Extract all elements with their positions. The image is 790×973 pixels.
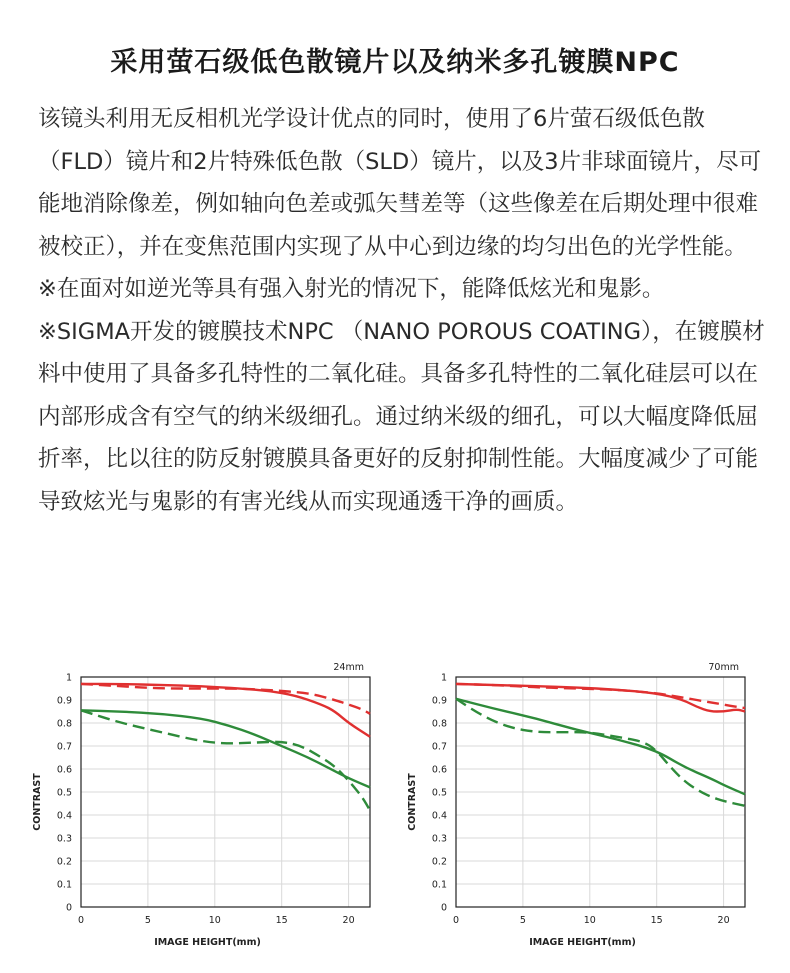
x-axis-label: IMAGE HEIGHT(mm) bbox=[529, 937, 636, 948]
y-tick-label: 0.8 bbox=[431, 718, 447, 730]
y-tick-label: 0.6 bbox=[56, 764, 72, 776]
y-tick-label: 0.4 bbox=[56, 810, 72, 822]
x-tick-label: 15 bbox=[275, 915, 288, 926]
series-red-solid bbox=[81, 684, 370, 737]
y-tick-label: 1 bbox=[440, 672, 447, 684]
mtf-chart-24mm bbox=[20, 650, 390, 960]
y-tick-label: 0.7 bbox=[56, 741, 72, 753]
x-tick-label: 10 bbox=[208, 915, 221, 926]
page-title: 采用萤石级低色散镜片以及纳米多孔镀膜NPC bbox=[110, 47, 680, 78]
paragraph-npc-note: ※SIGMA开发的镀膜技术NPC （NANO POROUS COATING），在镀膜材料中使用了具备多孔特性的二氧化硅。具备多孔特性的二氧化硅层可以在内部形成含有空气的纳米级细孔。通过纳米级的细孔，可以大幅度降低屈折率，比以往的防反射镀膜具备更好的反射抑制性能。大幅度减少了可能导致炫光与鬼影的有害光线从而实现通透干净的画质。 bbox=[38, 318, 765, 515]
y-tick-label: 1 bbox=[65, 672, 72, 684]
y-tick-label: 0 bbox=[440, 902, 447, 914]
y-tick-label: 0.1 bbox=[431, 879, 447, 891]
x-tick-label: 20 bbox=[342, 915, 355, 926]
series-green-dashed bbox=[456, 699, 745, 806]
series-green-solid bbox=[81, 710, 370, 787]
y-axis-label: CONTRAST bbox=[32, 773, 43, 831]
y-tick-label: 0.8 bbox=[56, 718, 72, 730]
x-tick-label: 5 bbox=[144, 915, 151, 926]
paragraph-flare-note: ※在面对如逆光等具有强入射光的情况下，能降低炫光和鬼影。 bbox=[38, 276, 665, 302]
series-green-solid bbox=[456, 699, 745, 795]
mtf-charts bbox=[0, 650, 790, 960]
chart-title: 70mm bbox=[708, 662, 739, 673]
paragraph-lens-intro: 该镜头利用无反相机光学设计优点的同时，使用了6片萤石级低色散（FLD）镜片和2片特殊低色散（SLD）镜片，以及3片非球面镜片，尽可能地消除像差，例如轴向色差或弧矢彗差等（这些像差在后期处理中很难被校正），并在变焦范围内实现了从中心到边缘的均匀出色的光学性能。 bbox=[38, 106, 762, 260]
y-axis-label: CONTRAST bbox=[407, 773, 418, 831]
x-axis-label: IMAGE HEIGHT(mm) bbox=[154, 937, 261, 948]
y-tick-label: 0.4 bbox=[431, 810, 447, 822]
mtf-chart-70mm bbox=[395, 650, 765, 960]
y-tick-label: 0.3 bbox=[56, 833, 72, 845]
x-tick-label: 0 bbox=[452, 915, 460, 926]
y-tick-label: 0.3 bbox=[431, 833, 447, 845]
x-tick-label: 15 bbox=[650, 915, 663, 926]
y-tick-label: 0.2 bbox=[431, 856, 447, 868]
y-tick-label: 0.1 bbox=[56, 879, 72, 891]
body-text bbox=[38, 98, 768, 523]
x-tick-label: 0 bbox=[77, 915, 85, 926]
x-tick-label: 20 bbox=[717, 915, 730, 926]
y-tick-label: 0 bbox=[65, 902, 72, 914]
x-tick-label: 10 bbox=[583, 915, 596, 926]
x-tick-label: 5 bbox=[519, 915, 526, 926]
y-tick-label: 0.6 bbox=[431, 764, 447, 776]
y-tick-label: 0.2 bbox=[56, 856, 72, 868]
chart-title: 24mm bbox=[333, 662, 364, 673]
y-tick-label: 0.9 bbox=[431, 695, 447, 707]
y-tick-label: 0.5 bbox=[431, 787, 447, 799]
series-red-dashed bbox=[81, 684, 370, 714]
y-tick-label: 0.5 bbox=[56, 787, 72, 799]
series-red-dashed bbox=[456, 684, 745, 708]
y-tick-label: 0.9 bbox=[56, 695, 72, 707]
y-tick-label: 0.7 bbox=[431, 741, 447, 753]
